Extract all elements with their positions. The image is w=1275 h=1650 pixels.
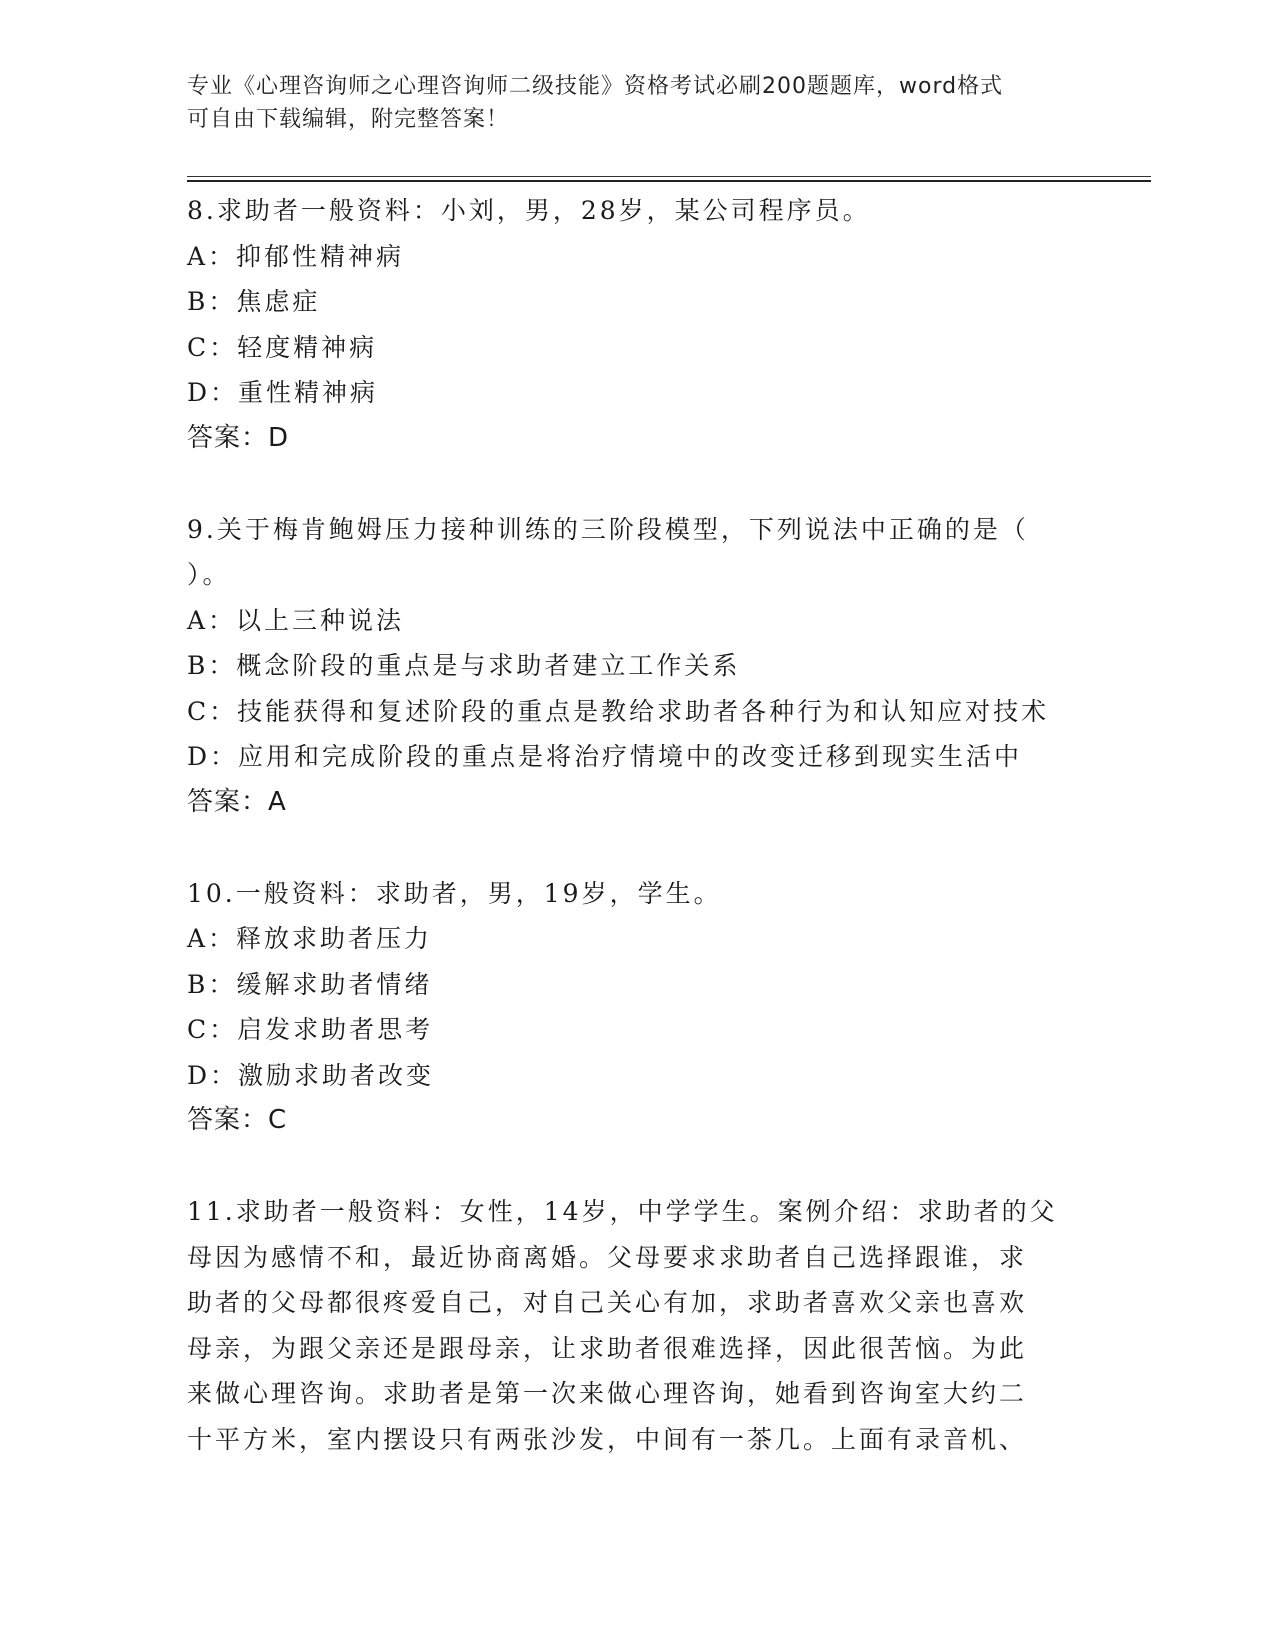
question-8 [187, 188, 1087, 461]
question-stem: 9.关于梅肯鲍姆压力接种训练的三阶段模型，下列说法中正确的是（ [187, 514, 1029, 544]
answer: 答案：A [187, 786, 287, 817]
option-c: C：轻度精神病 [187, 332, 378, 362]
question-stem-continued: 十平方米，室内摆设只有两张沙发，中间有一茶几。上面有录音机、 [187, 1424, 1028, 1454]
question-10 [187, 871, 1087, 1144]
spacer [187, 461, 1087, 507]
question-stem: 8.求助者一般资料：小刘，男，28岁，某公司程序员。 [187, 196, 871, 225]
header-divider-thick [187, 180, 1151, 182]
question-list [187, 188, 1087, 1462]
spacer [187, 1144, 1087, 1190]
question-stem-continued: 母亲，为跟父亲还是跟母亲，让求助者很难选择，因此很苦恼。为此 [187, 1333, 1028, 1363]
option-d: D：应用和完成阶段的重点是将治疗情境中的改变迁移到现实生活中 [187, 742, 1023, 771]
header-line-1: 专业《心理咨询师之心理咨询师二级技能》资格考试必刷200题题库，word格式 [187, 74, 1004, 99]
option-a: A：以上三种说法 [187, 605, 405, 635]
option-b: B：缓解求助者情绪 [187, 969, 433, 999]
question-11 [187, 1189, 1087, 1462]
option-d: D：重性精神病 [187, 378, 379, 407]
option-a: A：抑郁性精神病 [187, 241, 405, 271]
question-stem: 11.求助者一般资料：女性，14岁，中学学生。案例介绍：求助者的父 [187, 1197, 1058, 1226]
question-stem-continued: ）。 [187, 560, 231, 589]
option-b: B：焦虑症 [187, 287, 321, 316]
header-divider-thin [187, 176, 1151, 177]
option-c: C：技能获得和复述阶段的重点是教给求助者各种行为和认知应对技术 [187, 696, 1050, 726]
header-line-2: 可自由下载编辑，附完整答案！ [187, 107, 510, 132]
question-stem-continued: 助者的父母都很疼爱自己，对自己关心有加，求助者喜欢父亲也喜欢 [187, 1288, 1028, 1317]
option-a: A：释放求助者压力 [187, 924, 433, 953]
option-d: D：激励求助者改变 [187, 1060, 435, 1090]
option-b: B：概念阶段的重点是与求助者建立工作关系 [187, 651, 741, 680]
question-stem: 10.一般资料：求助者，男，19岁，学生。 [187, 878, 722, 908]
question-stem-continued: 来做心理咨询。求助者是第一次来做心理咨询，她看到咨询室大约二 [187, 1379, 1028, 1408]
spacer [187, 825, 1087, 871]
answer: 答案：C [187, 1105, 288, 1135]
option-c: C：启发求助者思考 [187, 1015, 434, 1044]
answer: 答案：D [187, 422, 290, 453]
question-stem-continued: 母因为感情不和，最近协商离婚。父母要求求助者自己选择跟谁，求 [187, 1242, 1028, 1272]
question-9 [187, 507, 1087, 826]
document-header [187, 70, 1067, 136]
